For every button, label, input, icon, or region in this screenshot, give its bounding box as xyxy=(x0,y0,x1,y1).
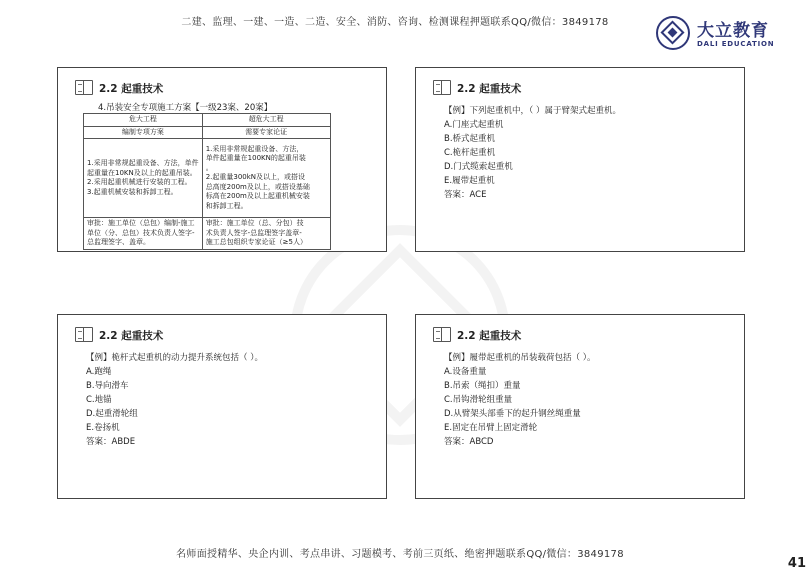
answer-text: 答案：ACE xyxy=(444,190,487,200)
question-block xyxy=(86,351,263,449)
page-number: 41 xyxy=(787,556,806,571)
table-header: 超危大工程 xyxy=(202,114,330,127)
option-c: C.吊钩滑轮组重量 xyxy=(444,395,513,405)
option-b: B.桥式起重机 xyxy=(444,134,496,144)
option-e: E.固定在吊臂上固定滑轮 xyxy=(444,423,538,433)
table-cell: 编制专项方案 xyxy=(84,126,203,139)
table-cell: 1.采用非常规起重设备、方法， 单件起重量在100KN的起重吊装 。 2.起重量300kN及以上，或搭设 总高度200m及以上，或搭设基础 标高在200m及以上起重机械安装 和拆卸工程。 xyxy=(202,139,330,218)
option-e: E.履带起重机 xyxy=(444,176,495,186)
table-cell: 审批：施工单位（总、分包）技 术负责人签字-总监理签字盖章- 施工总包组织专家论证（≥5人） xyxy=(202,218,330,250)
option-c: C.桅杆起重机 xyxy=(444,148,496,158)
option-a: A.跑绳 xyxy=(86,367,112,377)
question-block xyxy=(444,351,595,449)
book-icon xyxy=(433,327,451,342)
option-b: B.导向滑车 xyxy=(86,381,129,391)
question-text: 【例】履带起重机的吊装载荷包括（ ）。 xyxy=(444,353,596,363)
logo-mark-icon xyxy=(656,16,690,50)
logo-name-en: DALI EDUCATION xyxy=(697,40,775,48)
table-cell: 需要专家论证 xyxy=(202,126,330,139)
table-caption: 4.吊装安全专项施工方案【一级23案、20案】 xyxy=(98,103,273,113)
option-a: A.门座式起重机 xyxy=(444,120,504,130)
slide-panel-2: 2.2 起重技术 【例】下列起重机中，（ ）属于臂架式起重机。 A.门座式起重机 B.桥式起重机 C.桅杆起重机 D.门式缆索起重机 E.履带起重机 答案：ACE xyxy=(415,67,745,252)
answer-text: 答案：ABCD xyxy=(444,437,494,447)
slide-panel-1: 2.2 起重技术 4.吊装安全专项施工方案【一级23案、20案】 危大工程 超危大工程 编制专项方案 需要专家论证 1.采用非常规起重设备、方法，单件 起重量在10KN及以上的起重吊装。 2.采用起重机械进行安装的工程。 3.起重机械安装和拆卸工程。 1.采用非常规起重设备、方法， 单件起重量在100KN的起重吊装 。 2.起重量300kN及以上，或搭设 总高度200m及以上，或搭设基础 标高在200m及以上起重机械安装 和拆卸工程。 审批：施工单位（总包）编制-施工 单位（分、总包）技术负责人签字- 总监理签字、盖章。 审批：施工单位（总、分包）技 术负责人签字-总监理签字盖章- 施工总包组织专家论证（≥5人） xyxy=(57,67,387,252)
question-text: 【例】下列起重机中，（ ）属于臂架式起重机。 xyxy=(444,106,621,116)
answer-text: 答案：ABDE xyxy=(86,437,136,447)
slide-panel-3: 2.2 起重技术 【例】桅杆式起重机的动力提升系统包括（ ）。 A.跑绳 B.导向滑车 C.地锚 D.起重滑轮组 E.卷扬机 答案：ABDE xyxy=(57,314,387,499)
comparison-table xyxy=(83,113,331,250)
question-block xyxy=(444,104,621,202)
book-icon xyxy=(75,80,93,95)
option-a: A.设备重量 xyxy=(444,367,487,377)
option-b: B.吊索（绳扣）重量 xyxy=(444,381,521,391)
option-d: D.起重滑轮组 xyxy=(86,409,138,419)
footer-text: 名师面授精华、央企内训、考点串讲、习题模考、考前三页纸、绝密押题联系QQ/微信：3849178 xyxy=(176,549,624,560)
logo xyxy=(656,16,776,56)
table-header: 危大工程 xyxy=(84,114,203,127)
option-d: D.从臂架头部垂下的起升钢丝绳重量 xyxy=(444,409,581,419)
logo-name-cn: 大立教育 xyxy=(697,21,769,41)
question-text: 【例】桅杆式起重机的动力提升系统包括（ ）。 xyxy=(86,353,263,363)
option-e: E.卷扬机 xyxy=(86,423,120,433)
option-c: C.地锚 xyxy=(86,395,112,405)
header-text: 二建、监理、一建、一造、二造、安全、消防、咨询、检测课程押题联系QQ/微信：3849178 xyxy=(181,17,609,28)
book-icon xyxy=(75,327,93,342)
slide-panel-4: 2.2 起重技术 【例】履带起重机的吊装载荷包括（ ）。 A.设备重量 B.吊索（绳扣）重量 C.吊钩滑轮组重量 D.从臂架头部垂下的起升钢丝绳重量 E.固定在吊臂上固定滑轮 答案：ABCD xyxy=(415,314,745,499)
table-cell: 审批：施工单位（总包）编制-施工 单位（分、总包）技术负责人签字- 总监理签字、盖章。 xyxy=(84,218,203,250)
table-cell: 1.采用非常规起重设备、方法，单件 起重量在10KN及以上的起重吊装。 2.采用起重机械进行安装的工程。 3.起重机械安装和拆卸工程。 xyxy=(84,139,203,218)
book-icon xyxy=(433,80,451,95)
option-d: D.门式缆索起重机 xyxy=(444,162,513,172)
